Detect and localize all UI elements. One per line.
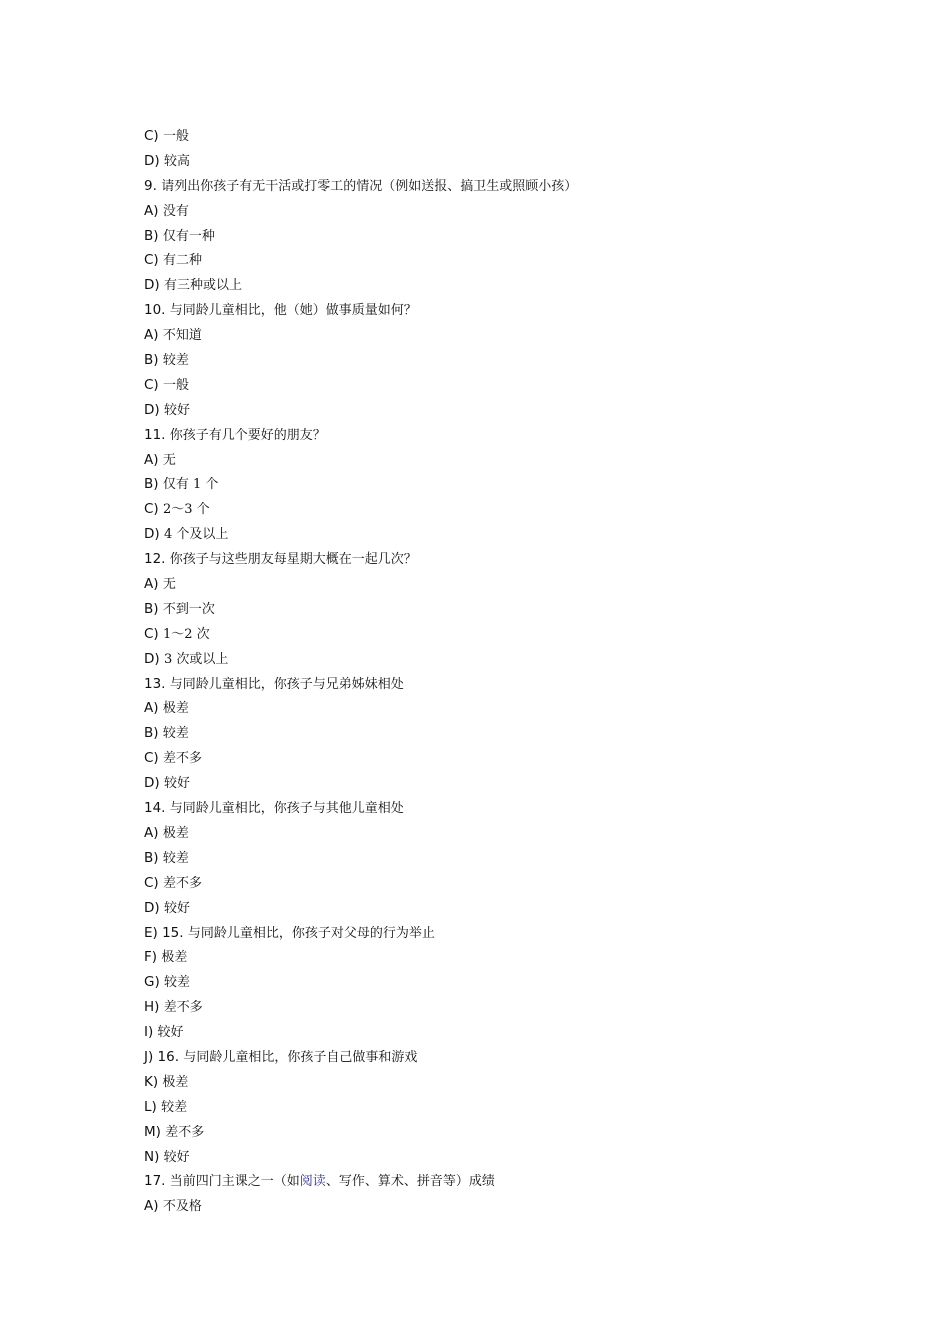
item-label: C) xyxy=(144,376,159,393)
questionnaire-line xyxy=(144,547,864,572)
questionnaire-line xyxy=(144,746,864,771)
item-text: 与同龄儿童相比，你孩子对父母的行为举止 xyxy=(187,925,435,941)
questionnaire-line xyxy=(144,945,864,970)
item-label: 12. xyxy=(144,551,166,568)
item-text: 较高 xyxy=(163,153,190,169)
questionnaire-line xyxy=(144,448,864,473)
item-text: 1～2 次 xyxy=(163,626,210,642)
item-text: 不知道 xyxy=(162,328,202,344)
item-text: 没有 xyxy=(162,203,189,219)
item-label: 10. xyxy=(144,302,166,319)
item-text: 一般 xyxy=(163,377,190,393)
item-text: 较差 xyxy=(161,1099,188,1115)
item-label: C) xyxy=(144,252,159,269)
item-label: A) xyxy=(144,327,159,344)
questionnaire-line xyxy=(144,771,864,796)
questionnaire-line xyxy=(144,721,864,746)
item-label: D) xyxy=(144,899,160,916)
item-text: 与同龄儿童相比，你孩子与兄弟姊妹相处 xyxy=(169,676,404,692)
item-label: K) xyxy=(144,1073,159,1090)
item-label: 17. xyxy=(144,1173,166,1190)
questionnaire-line xyxy=(144,622,864,647)
item-text: 你孩子与这些朋友每星期大概在一起几次？ xyxy=(169,552,417,568)
questionnaire-line xyxy=(144,1120,864,1145)
item-label: 13. xyxy=(144,675,166,692)
questionnaire-line xyxy=(144,497,864,522)
item-text: 有三种或以上 xyxy=(163,278,242,294)
item-label: B) xyxy=(144,476,159,493)
questionnaire-line xyxy=(144,348,864,373)
item-label: G) xyxy=(144,974,160,991)
questionnaire-line xyxy=(144,174,864,199)
item-label: D) xyxy=(144,526,160,543)
questionnaire-line xyxy=(144,298,864,323)
item-label: 9. xyxy=(144,177,157,194)
reading-link[interactable]: 阅读 xyxy=(299,1174,326,1190)
item-label: 11. xyxy=(144,426,166,443)
item-label: B) xyxy=(144,600,159,617)
questionnaire-line xyxy=(144,796,864,821)
item-text: 较好 xyxy=(163,1149,190,1165)
item-text: 一般 xyxy=(163,129,190,144)
item-label: H) xyxy=(144,999,160,1016)
questionnaire-line xyxy=(144,821,864,846)
item-label: B) xyxy=(144,227,159,244)
item-text: 不到一次 xyxy=(162,601,215,617)
item-text: 3 次或以上 xyxy=(163,651,229,667)
item-label: B) xyxy=(144,352,159,369)
item-label: C) xyxy=(144,874,159,891)
questionnaire-line xyxy=(144,696,864,721)
item-text: 较好 xyxy=(163,776,190,792)
questionnaire-line xyxy=(144,373,864,398)
questionnaire-line xyxy=(144,995,864,1020)
item-text: 4 个及以上 xyxy=(163,527,229,543)
questionnaire-line xyxy=(144,1070,864,1095)
item-text: 请列出你孩子有无干活或打零工的情况（例如送报、搞卫生或照顾小孩） xyxy=(161,178,578,194)
item-text: 差不多 xyxy=(163,875,203,891)
item-label: A) xyxy=(144,576,159,593)
questionnaire-line xyxy=(144,273,864,298)
questionnaire-line xyxy=(144,921,864,946)
item-label: A) xyxy=(144,824,159,841)
item-text: 与同龄儿童相比，你孩子自己做事和游戏 xyxy=(183,1049,418,1065)
questionnaire-line xyxy=(144,672,864,697)
item-text: 较好 xyxy=(157,1025,184,1041)
item-label: F) xyxy=(144,949,158,966)
item-text: 较差 xyxy=(162,850,189,866)
item-label: D) xyxy=(144,775,160,792)
item-label: L) xyxy=(144,1098,157,1115)
questionnaire-line xyxy=(144,1145,864,1170)
item-label: N) xyxy=(144,1148,160,1165)
question-17-line xyxy=(144,1169,864,1194)
item-label: E) 15. xyxy=(144,924,184,941)
item-label: C) xyxy=(144,750,159,767)
item-text: 无 xyxy=(162,452,176,468)
item-text: 较好 xyxy=(163,900,190,916)
questionnaire-line xyxy=(144,199,864,224)
item-text: 极差 xyxy=(162,701,189,717)
questionnaire-line xyxy=(144,124,864,149)
item-text: 差不多 xyxy=(163,751,203,767)
item-label: C) xyxy=(144,128,159,144)
item-text: 仅有 1 个 xyxy=(162,477,219,493)
item-label: 14. xyxy=(144,800,166,817)
item-label: C) xyxy=(144,501,159,518)
item-label: D) xyxy=(144,401,160,418)
item-label: A) xyxy=(144,202,159,219)
questionnaire-line xyxy=(144,597,864,622)
item-label: I) xyxy=(144,1024,154,1041)
item-text: 、写作、算术、拼音等）成绩 xyxy=(325,1174,495,1190)
questionnaire-line xyxy=(144,224,864,249)
questionnaire-line xyxy=(144,846,864,871)
questionnaire-line xyxy=(144,647,864,672)
questionnaire-line xyxy=(144,323,864,348)
item-text: 差不多 xyxy=(163,1000,203,1016)
questionnaire-line xyxy=(144,871,864,896)
item-label: C) xyxy=(144,625,159,642)
item-text: 2～3 个 xyxy=(163,502,210,518)
item-label: B) xyxy=(144,725,159,742)
item-label: D) xyxy=(144,152,160,169)
item-text: 有二种 xyxy=(163,253,203,269)
questionnaire-line xyxy=(144,423,864,448)
questionnaire-line xyxy=(144,398,864,423)
questionnaire-line xyxy=(144,522,864,547)
questionnaire-line xyxy=(144,1045,864,1070)
questionnaire-line xyxy=(144,472,864,497)
item-text: 极差 xyxy=(161,950,188,966)
item-text: 你孩子有几个要好的朋友？ xyxy=(169,427,326,443)
questionnaire-line xyxy=(144,149,864,174)
item-text: 极差 xyxy=(162,825,189,841)
questionnaire-line xyxy=(144,1194,864,1219)
item-text: 较好 xyxy=(163,402,190,418)
item-text: 仅有一种 xyxy=(162,228,215,244)
item-text: 与同龄儿童相比，你孩子与其他儿童相处 xyxy=(169,801,404,817)
item-label: J) 16. xyxy=(144,1048,180,1065)
item-text: 无 xyxy=(162,577,176,593)
item-text: 不及格 xyxy=(162,1199,202,1215)
questionnaire-line xyxy=(144,1020,864,1045)
item-label: M) xyxy=(144,1123,161,1140)
questionnaire-line xyxy=(144,248,864,273)
item-label: A) xyxy=(144,451,159,468)
item-text: 极差 xyxy=(162,1074,189,1090)
item-text: 与同龄儿童相比，他（她）做事质量如何？ xyxy=(169,303,417,319)
questionnaire-line xyxy=(144,896,864,921)
item-text: 当前四门主课之一（如 xyxy=(169,1174,300,1190)
item-label: B) xyxy=(144,849,159,866)
item-label: D) xyxy=(144,650,160,667)
item-text: 差不多 xyxy=(165,1124,205,1140)
item-text: 较差 xyxy=(162,726,189,742)
questionnaire-line xyxy=(144,970,864,995)
item-label: A) xyxy=(144,1198,159,1215)
item-label: D) xyxy=(144,277,160,294)
item-text: 较差 xyxy=(164,975,191,991)
item-label: A) xyxy=(144,700,159,717)
questionnaire-line xyxy=(144,572,864,597)
questionnaire-document xyxy=(144,124,864,1219)
item-text: 较差 xyxy=(162,353,189,369)
questionnaire-line xyxy=(144,1095,864,1120)
